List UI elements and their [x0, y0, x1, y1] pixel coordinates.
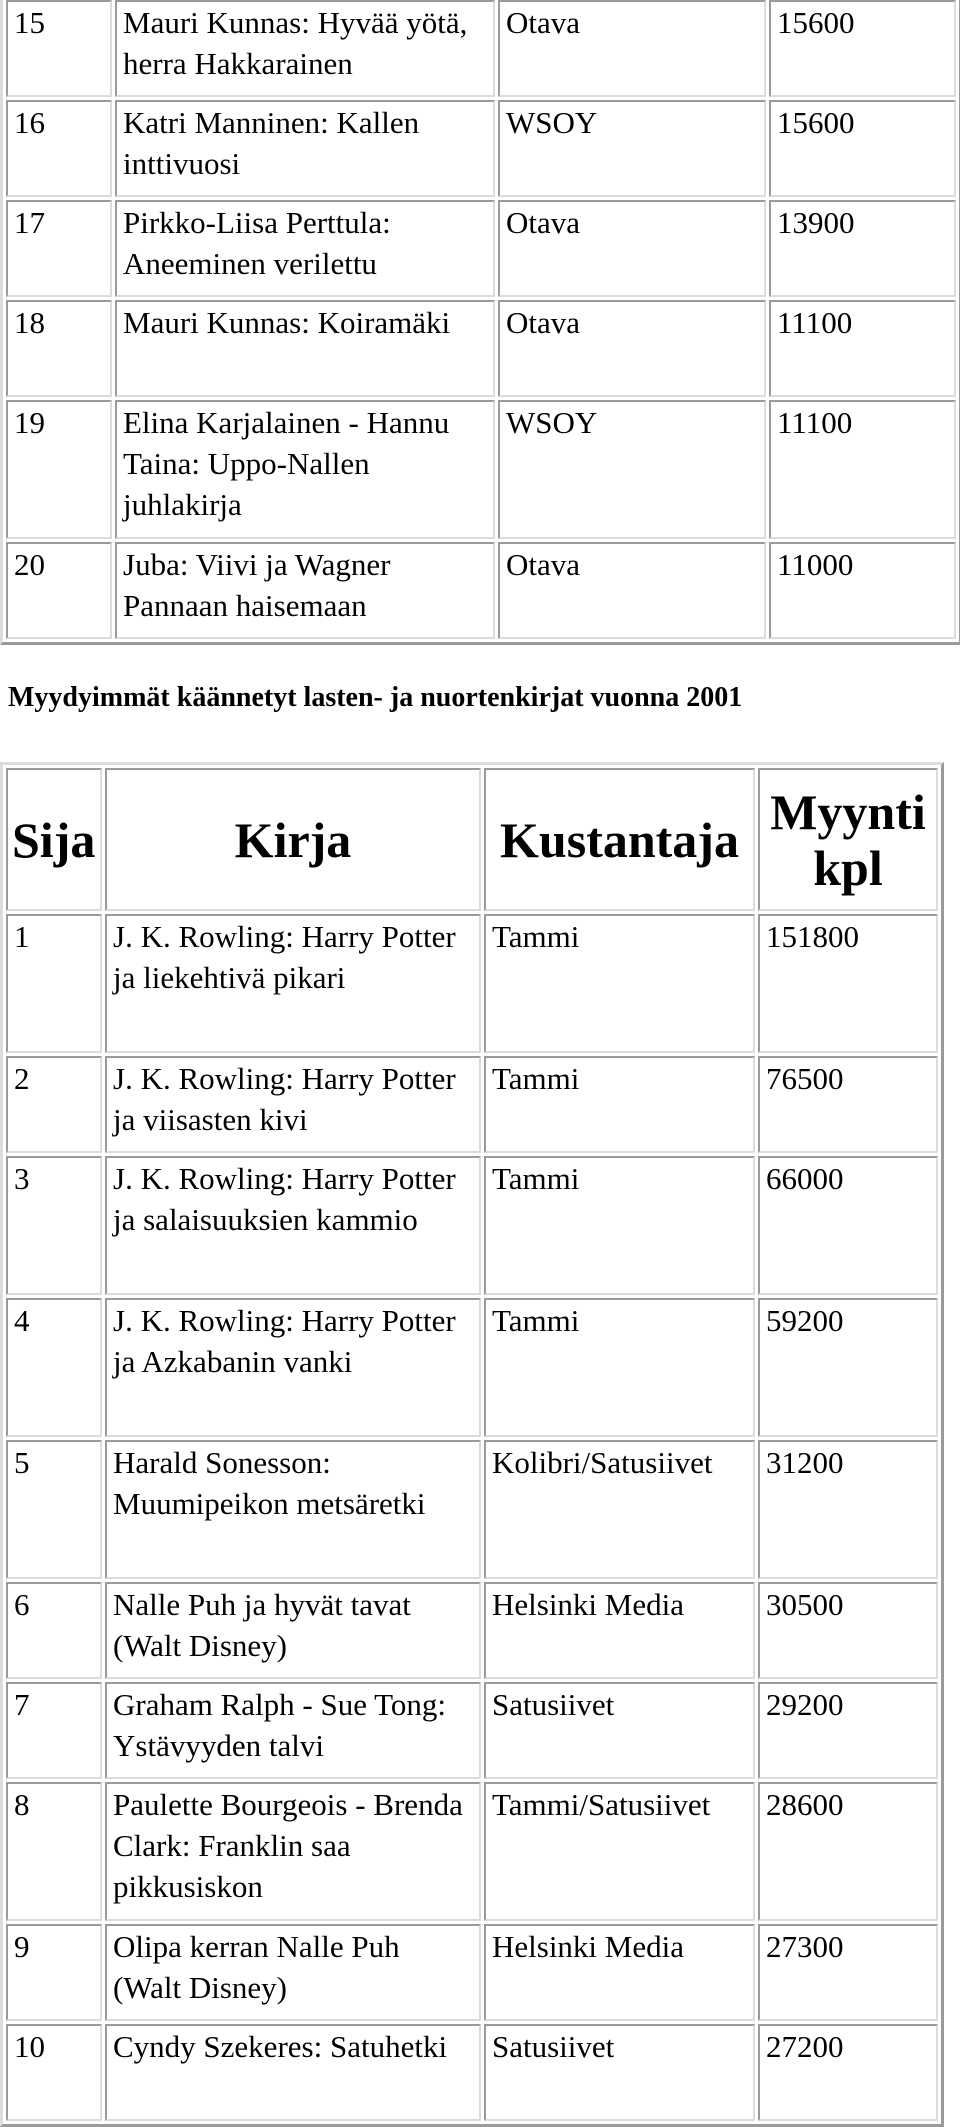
book-cell: Nalle Puh ja hyvät tavat (Walt Disney)	[105, 1582, 481, 1679]
book-cell: Cyndy Szekeres: Satuhetki	[105, 2024, 481, 2121]
header-publisher: Kustantaja	[484, 768, 755, 911]
publisher-cell: WSOY	[498, 400, 766, 539]
publisher-cell: Helsinki Media	[484, 1582, 755, 1679]
publisher-cell: Helsinki Media	[484, 1924, 755, 2021]
sales-cell: 28600	[758, 1782, 938, 1921]
sales-cell: 11100	[769, 300, 956, 397]
rank-cell: 3	[6, 1156, 102, 1295]
publisher-cell: Tammi	[484, 1298, 755, 1437]
table-row	[6, 200, 956, 297]
publisher-cell: Otava	[498, 0, 766, 97]
sales-cell: 27300	[758, 1924, 938, 2021]
publisher-cell: Satusiivet	[484, 2024, 755, 2121]
publisher-cell: Otava	[498, 542, 766, 639]
sales-cell: 151800	[758, 914, 938, 1053]
sales-cell: 11000	[769, 542, 956, 639]
book-cell: Paulette Bourgeois - Brenda Clark: Franklin saa pikkusiskon	[105, 1782, 481, 1921]
table-row	[6, 1156, 938, 1295]
rank-cell: 2	[6, 1056, 102, 1153]
publisher-cell: Satusiivet	[484, 1682, 755, 1779]
table-row	[6, 1056, 938, 1153]
sales-cell: 76500	[758, 1056, 938, 1153]
book-cell: Graham Ralph - Sue Tong: Ystävyyden talvi	[105, 1682, 481, 1779]
rank-cell: 17	[6, 200, 112, 297]
table-row	[6, 914, 938, 1053]
header-rank: Sija	[6, 768, 102, 911]
sales-cell: 59200	[758, 1298, 938, 1437]
table-row	[6, 2024, 938, 2121]
translated-bestsellers-table	[0, 762, 944, 2127]
table-row	[6, 1924, 938, 2021]
rank-cell: 9	[6, 1924, 102, 2021]
header-book: Kirja	[105, 768, 481, 911]
book-cell: J. K. Rowling: Harry Potter ja liekehtivä pikari	[105, 914, 481, 1053]
sales-cell: 15600	[769, 100, 956, 197]
book-cell: Pirkko-Liisa Perttula: Aneeminen verilettu	[115, 200, 495, 297]
table-row	[6, 542, 956, 639]
publisher-cell: Tammi	[484, 1056, 755, 1153]
book-cell: J. K. Rowling: Harry Potter ja Azkabanin vanki	[105, 1298, 481, 1437]
table-row	[6, 300, 956, 397]
section-title: Myydyimmät käännetyt lasten- ja nuortenkirjat vuonna 2001	[8, 682, 743, 713]
rank-cell: 1	[6, 914, 102, 1053]
rank-cell: 19	[6, 400, 112, 539]
table-row	[6, 100, 956, 197]
rank-cell: 8	[6, 1782, 102, 1921]
table-row	[6, 1298, 938, 1437]
table-row	[6, 1782, 938, 1921]
rank-cell: 6	[6, 1582, 102, 1679]
rank-cell: 7	[6, 1682, 102, 1779]
publisher-cell: Kolibri/Satusiivet	[484, 1440, 755, 1579]
publisher-cell: Otava	[498, 200, 766, 297]
rank-cell: 5	[6, 1440, 102, 1579]
book-cell: Juba: Viivi ja Wagner Pannaan haisemaan	[115, 542, 495, 639]
book-cell: Katri Manninen: Kallen inttivuosi	[115, 100, 495, 197]
publisher-cell: WSOY	[498, 100, 766, 197]
sales-cell: 31200	[758, 1440, 938, 1579]
sales-cell: 66000	[758, 1156, 938, 1295]
table-row	[6, 0, 956, 97]
table-row	[6, 400, 956, 539]
rank-cell: 15	[6, 0, 112, 97]
sales-cell: 15600	[769, 0, 956, 97]
header-sales: Myynti kpl	[758, 768, 938, 911]
publisher-cell: Tammi/Satusiivet	[484, 1782, 755, 1921]
sales-cell: 29200	[758, 1682, 938, 1779]
rank-cell: 4	[6, 1298, 102, 1437]
rank-cell: 16	[6, 100, 112, 197]
publisher-cell: Tammi	[484, 1156, 755, 1295]
table-row	[6, 1582, 938, 1679]
rank-cell: 10	[6, 2024, 102, 2121]
table-header-row	[6, 768, 938, 911]
sales-cell: 27200	[758, 2024, 938, 2121]
publisher-cell: Tammi	[484, 914, 755, 1053]
book-cell: J. K. Rowling: Harry Potter ja viisasten kivi	[105, 1056, 481, 1153]
publisher-cell: Otava	[498, 300, 766, 397]
book-cell: Mauri Kunnas: Koiramäki	[115, 300, 495, 397]
table-row	[6, 1682, 938, 1779]
book-cell: Harald Sonesson: Muumipeikon metsäretki	[105, 1440, 481, 1579]
book-cell: Olipa kerran Nalle Puh (Walt Disney)	[105, 1924, 481, 2021]
book-cell: Elina Karjalainen - Hannu Taina: Uppo-Nallen juhlakirja	[115, 400, 495, 539]
book-cell: J. K. Rowling: Harry Potter ja salaisuuksien kammio	[105, 1156, 481, 1295]
book-cell: Mauri Kunnas: Hyvää yötä, herra Hakkarainen	[115, 0, 495, 97]
table-row	[6, 1440, 938, 1579]
bestsellers-table-continued	[0, 0, 960, 645]
rank-cell: 20	[6, 542, 112, 639]
sales-cell: 30500	[758, 1582, 938, 1679]
rank-cell: 18	[6, 300, 112, 397]
sales-cell: 13900	[769, 200, 956, 297]
sales-cell: 11100	[769, 400, 956, 539]
